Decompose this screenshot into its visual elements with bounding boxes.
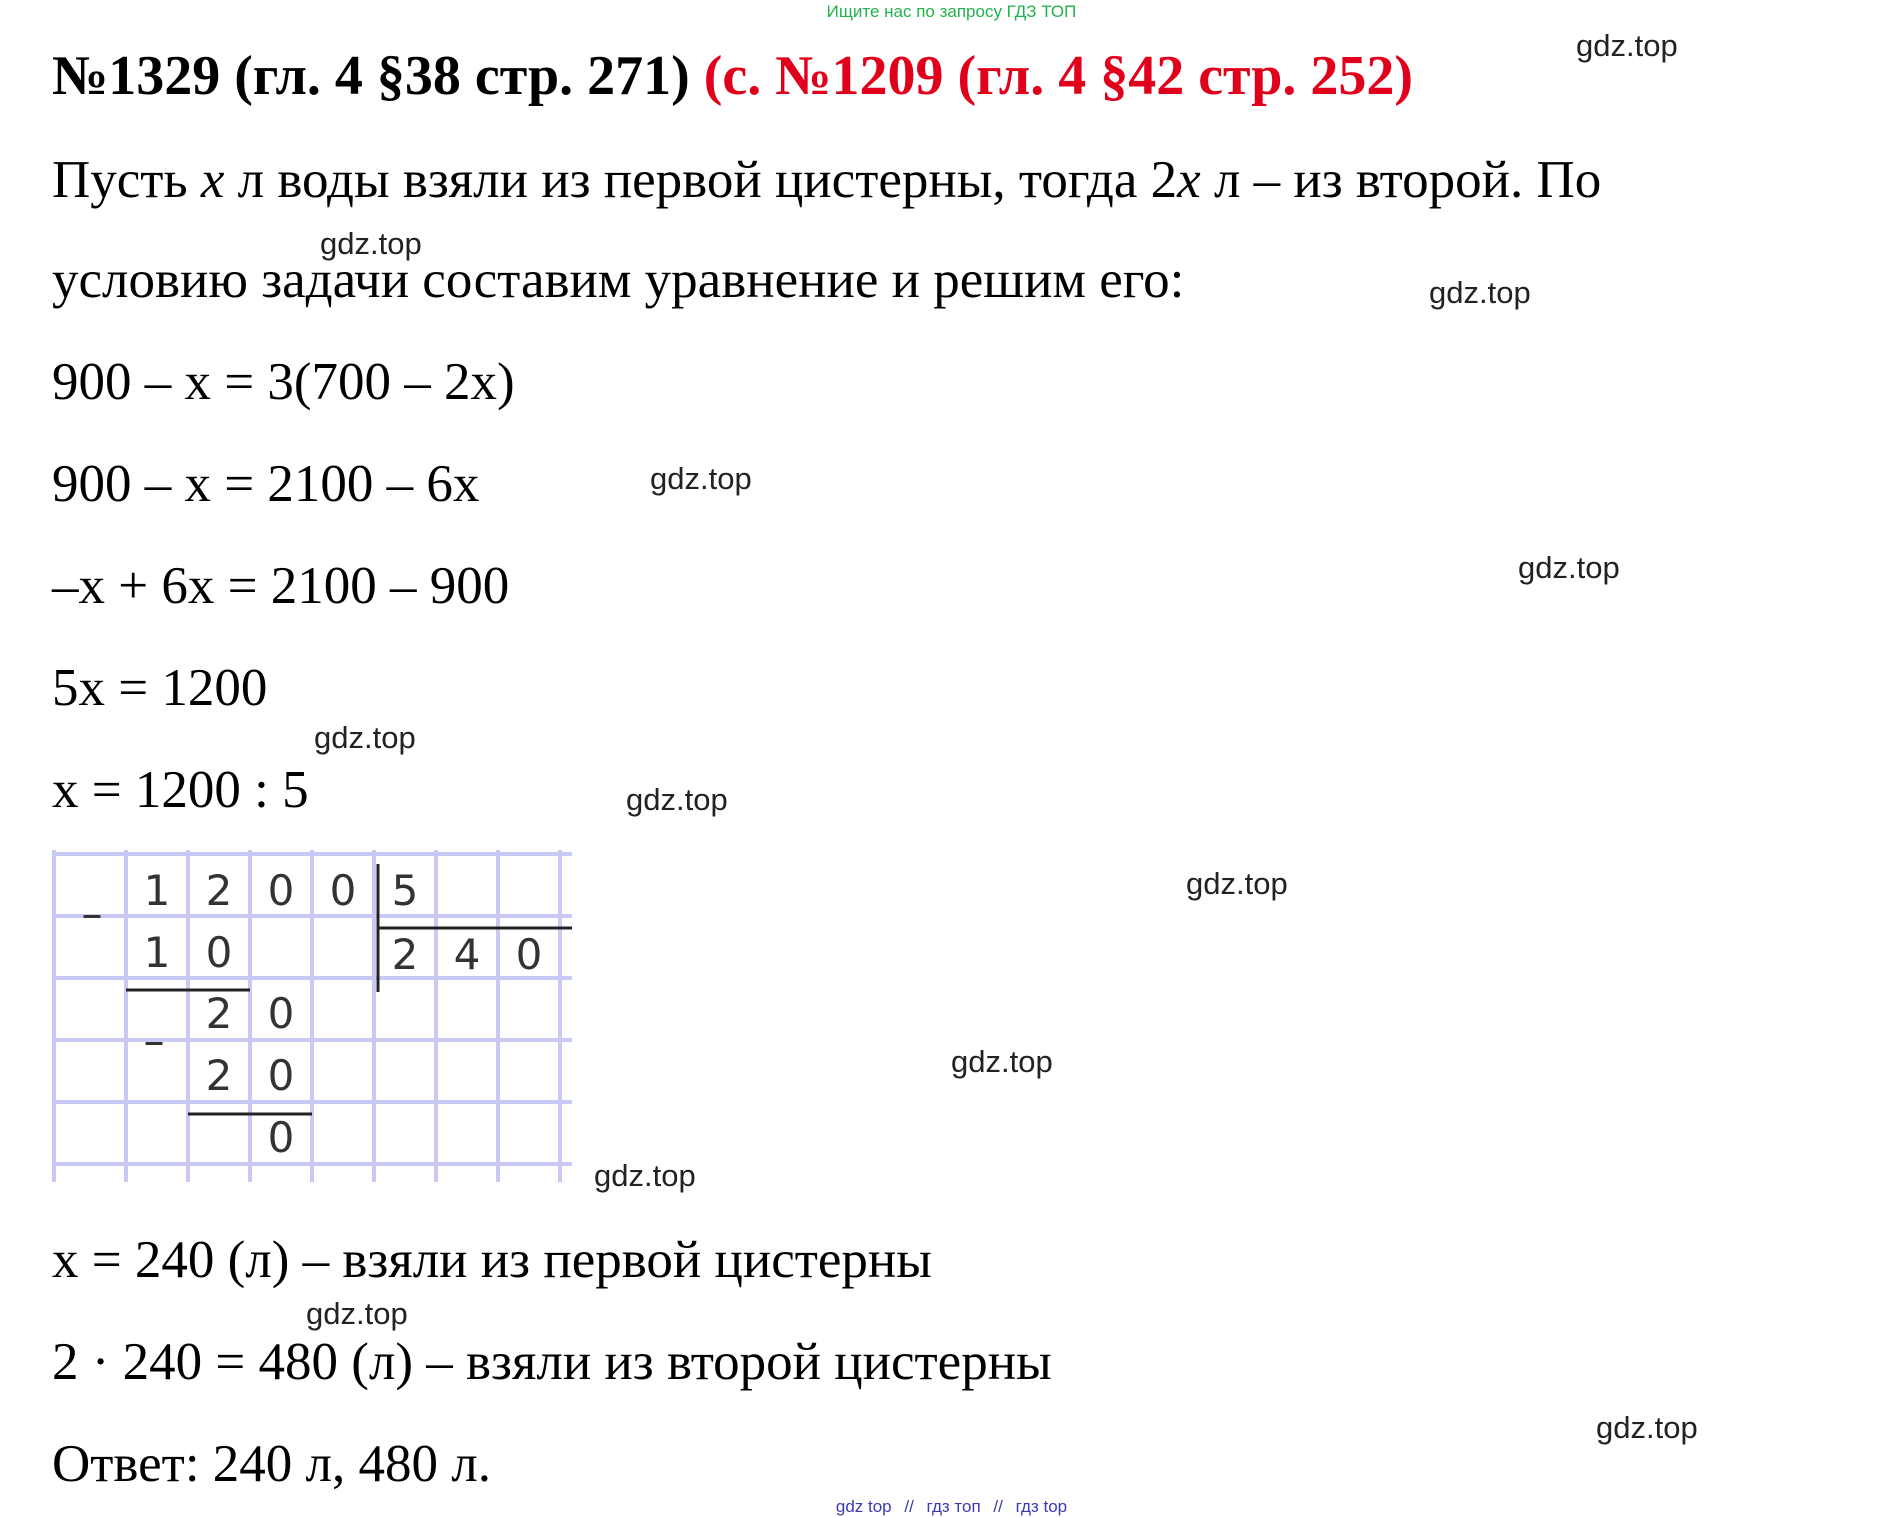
watermark: gdz.top bbox=[1576, 28, 1678, 63]
watermark: gdz.top bbox=[650, 461, 752, 496]
result-line-2: 2 · 240 = 480 (л) – взяли из второй цистерны bbox=[52, 1333, 1052, 1391]
step1-digit: 0 bbox=[205, 928, 233, 977]
intro-text: Пусть bbox=[52, 151, 201, 209]
dividend-digit: 0 bbox=[267, 866, 295, 915]
top-banner: Ищите нас по запросу ГДЗ ТОП bbox=[826, 2, 1077, 21]
intro-line-2: условию задачи составим уравнение и решим его: bbox=[52, 251, 1185, 309]
quotient-digit: 4 bbox=[453, 930, 481, 979]
footer-link[interactable]: gdz top bbox=[835, 1497, 892, 1516]
footer-link[interactable]: гдз топ bbox=[926, 1497, 981, 1516]
footer-separator: // bbox=[993, 1497, 1003, 1516]
watermark: gdz.top bbox=[626, 782, 728, 817]
footer-separator: // bbox=[904, 1497, 914, 1516]
grid-lines bbox=[52, 850, 572, 1182]
remainder-digit: 0 bbox=[267, 1113, 295, 1162]
dividend-digit: 1 bbox=[143, 866, 171, 915]
step2-digit: 2 bbox=[205, 989, 233, 1038]
footer-links bbox=[0, 1497, 1903, 1517]
minus-sign: – bbox=[143, 1016, 165, 1065]
watermark: gdz.top bbox=[314, 720, 416, 755]
equation-1: 900 – x = 3(700 – 2x) bbox=[52, 353, 515, 411]
intro-text: л воды взяли из первой цистерны, тогда 2 bbox=[224, 151, 1178, 209]
divisor-digit: 5 bbox=[391, 866, 419, 915]
minus-sign: – bbox=[81, 889, 103, 938]
dividend-digit: 2 bbox=[205, 866, 233, 915]
task-heading bbox=[52, 44, 1413, 108]
long-division-grid bbox=[52, 850, 572, 1182]
watermark: gdz.top bbox=[306, 1296, 408, 1331]
result-line-1: x = 240 (л) – взяли из первой цистерны bbox=[52, 1231, 932, 1289]
step3-digit: 0 bbox=[267, 1051, 295, 1100]
watermark: gdz.top bbox=[1429, 275, 1531, 310]
quotient-digit: 2 bbox=[391, 930, 419, 979]
equation-5: x = 1200 : 5 bbox=[52, 761, 309, 819]
step1-digit: 1 bbox=[143, 928, 171, 977]
task-number: №1329 (гл. 4 §38 стр. 271) bbox=[52, 45, 690, 107]
equation-4: 5x = 1200 bbox=[52, 659, 268, 717]
footer-link[interactable]: гдз top bbox=[1015, 1497, 1068, 1516]
watermark: gdz.top bbox=[951, 1044, 1053, 1079]
intro-text: л – из второй. По bbox=[1200, 151, 1602, 209]
var-x: x bbox=[1177, 151, 1201, 209]
watermark: gdz.top bbox=[1186, 866, 1288, 901]
equation-3: –x + 6x = 2100 – 900 bbox=[52, 557, 510, 615]
answer-line: Ответ: 240 л, 480 л. bbox=[52, 1435, 491, 1493]
step2-digit: 0 bbox=[267, 989, 295, 1038]
watermark: gdz.top bbox=[1596, 1410, 1698, 1445]
watermark: gdz.top bbox=[594, 1158, 696, 1193]
var-x: x bbox=[200, 151, 225, 209]
equation-2: 900 – x = 2100 – 6x bbox=[52, 455, 480, 513]
dividend-digit: 0 bbox=[329, 866, 357, 915]
quotient-digit: 0 bbox=[515, 930, 543, 979]
task-alt-number: (с. №1209 (гл. 4 §42 стр. 252) bbox=[703, 45, 1414, 107]
step3-digit: 2 bbox=[205, 1051, 233, 1100]
watermark: gdz.top bbox=[1518, 550, 1620, 585]
intro-line-1 bbox=[52, 148, 1601, 212]
watermark: gdz.top bbox=[320, 226, 422, 261]
